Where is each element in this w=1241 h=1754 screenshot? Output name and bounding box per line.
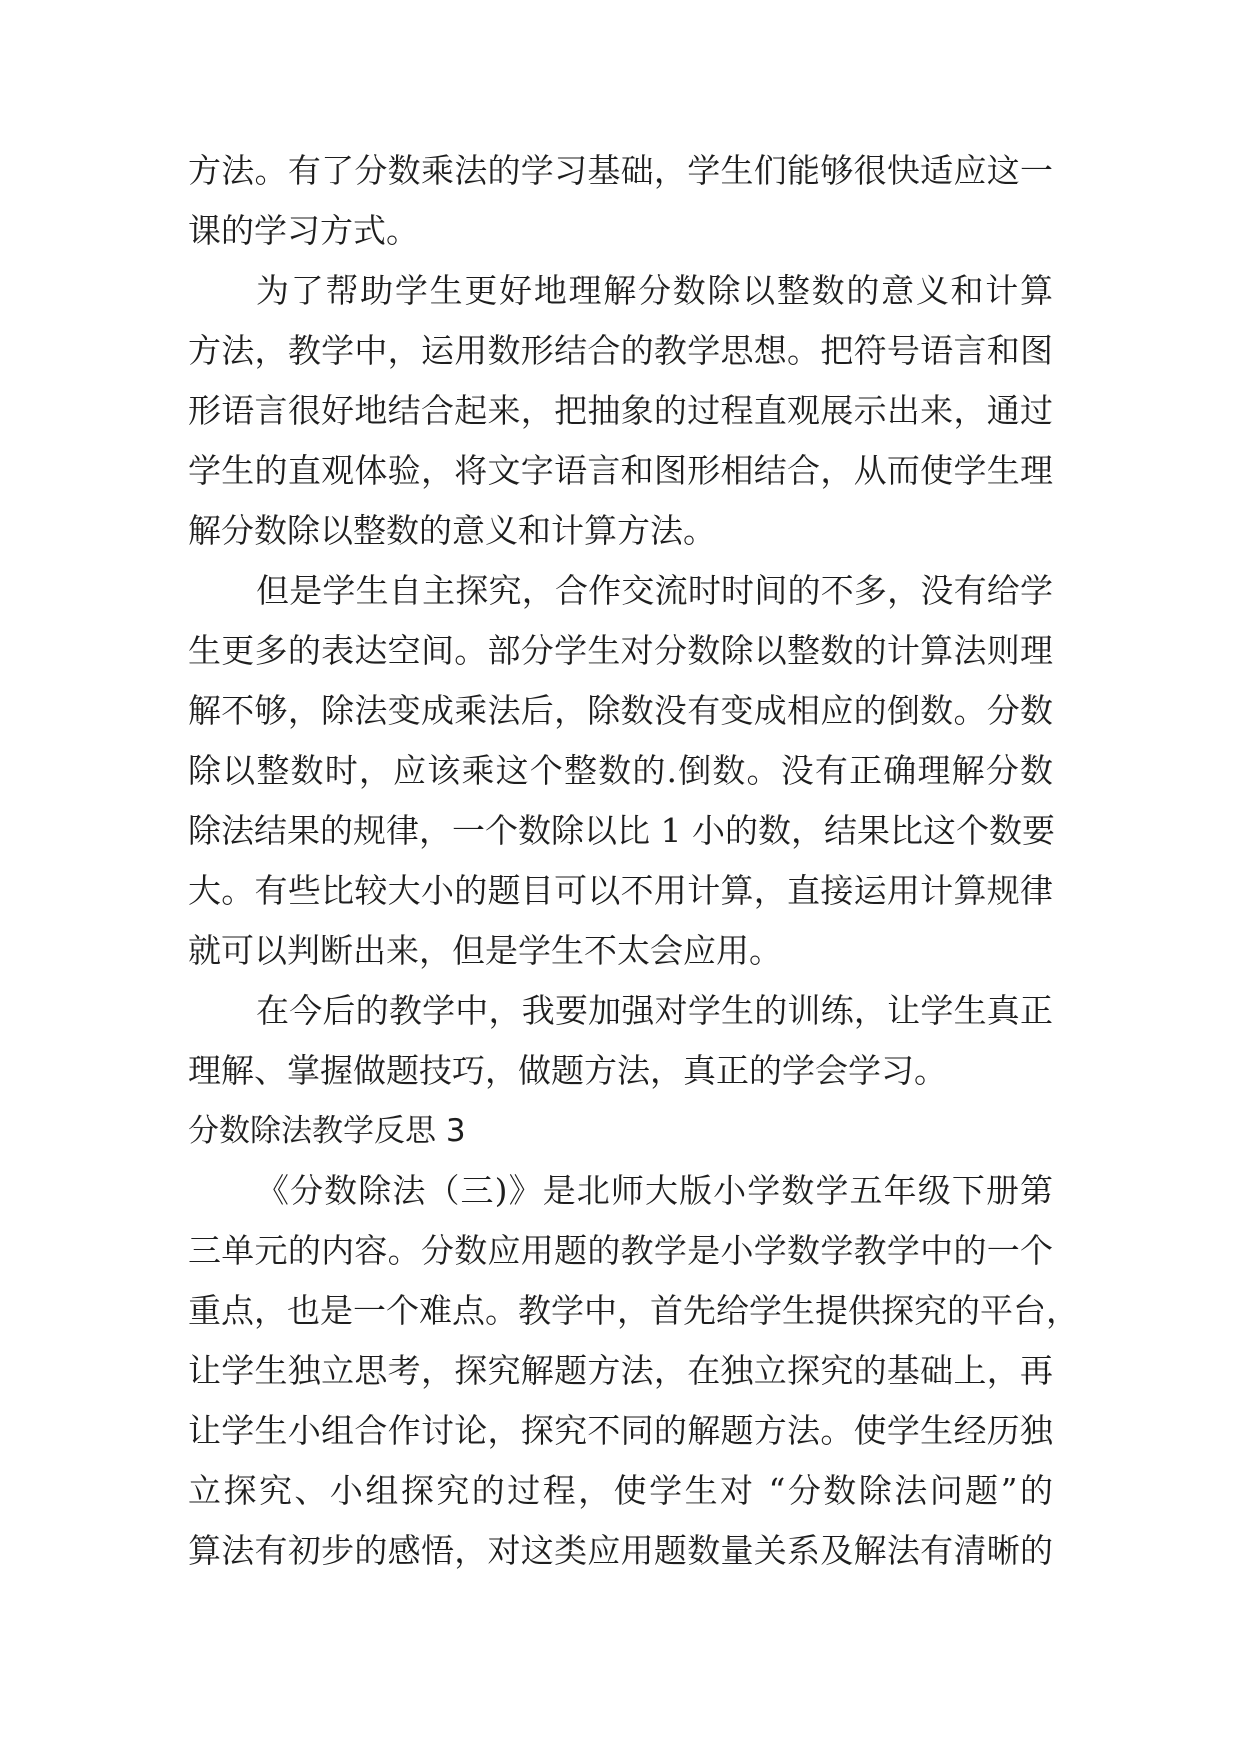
- paragraph-line: 为了帮助学生更好地理解分数除以整数的意义和计算: [256, 271, 1053, 310]
- paragraph-line: 让学生独立思考，探究解题方法，在独立探究的基础上，再: [188, 1351, 1053, 1390]
- paragraph-line: 重点，也是一个难点。教学中，首先给学生提供探究的平台，: [188, 1291, 1079, 1330]
- paragraph-line: 除法结果的规律，一个数除以比 1 小的数，结果比这个数要: [188, 811, 1055, 850]
- paragraph-line: 《分数除法（三)》是北师大版小学数学五年级下册第: [256, 1171, 1053, 1210]
- paragraph-line: 立探究、小组探究的过程，使学生对 “分数除法问题”的: [188, 1471, 1053, 1510]
- paragraph-line: 在今后的教学中，我要加强对学生的训练，让学生真正: [256, 991, 1053, 1030]
- paragraph-line: 解不够，除法变成乘法后，除数没有变成相应的倒数。分数: [188, 691, 1053, 730]
- paragraph-line: 算法有初步的感悟，对这类应用题数量关系及解法有清晰的: [188, 1531, 1053, 1570]
- section-heading: 分数除法教学反思 3: [188, 1113, 466, 1149]
- paragraph-line: 但是学生自主探究，合作交流时时间的不多，没有给学: [256, 571, 1053, 610]
- paragraph-line: 大。有些比较大小的题目可以不用计算，直接运用计算规律: [188, 871, 1053, 910]
- paragraph-line: 方法。有了分数乘法的学习基础，学生们能够很快适应这一: [188, 151, 1053, 190]
- paragraph-line: 三单元的内容。分数应用题的教学是小学数学教学中的一个: [188, 1231, 1053, 1270]
- paragraph-line: 形语言很好地结合起来，把抽象的过程直观展示出来，通过: [188, 391, 1053, 430]
- paragraph-line: 方法，教学中，运用数形结合的教学思想。把符号语言和图: [188, 331, 1053, 370]
- paragraph-line: 理解、掌握做题技巧，做题方法，真正的学会学习。: [188, 1051, 947, 1090]
- paragraph-line: 解分数除以整数的意义和计算方法。: [188, 511, 716, 550]
- paragraph-line: 除以整数时，应该乘这个整数的.倒数。没有正确理解分数: [188, 751, 1053, 790]
- paragraph-line: 让学生小组合作讨论，探究不同的解题方法。使学生经历独: [188, 1411, 1053, 1450]
- paragraph-line: 学生的直观体验，将文字语言和图形相结合，从而使学生理: [188, 451, 1053, 490]
- paragraph-line: 生更多的表达空间。部分学生对分数除以整数的计算法则理: [188, 631, 1053, 670]
- paragraph-line: 课的学习方式。: [188, 211, 419, 250]
- paragraph-line: 就可以判断出来，但是学生不太会应用。: [188, 931, 782, 970]
